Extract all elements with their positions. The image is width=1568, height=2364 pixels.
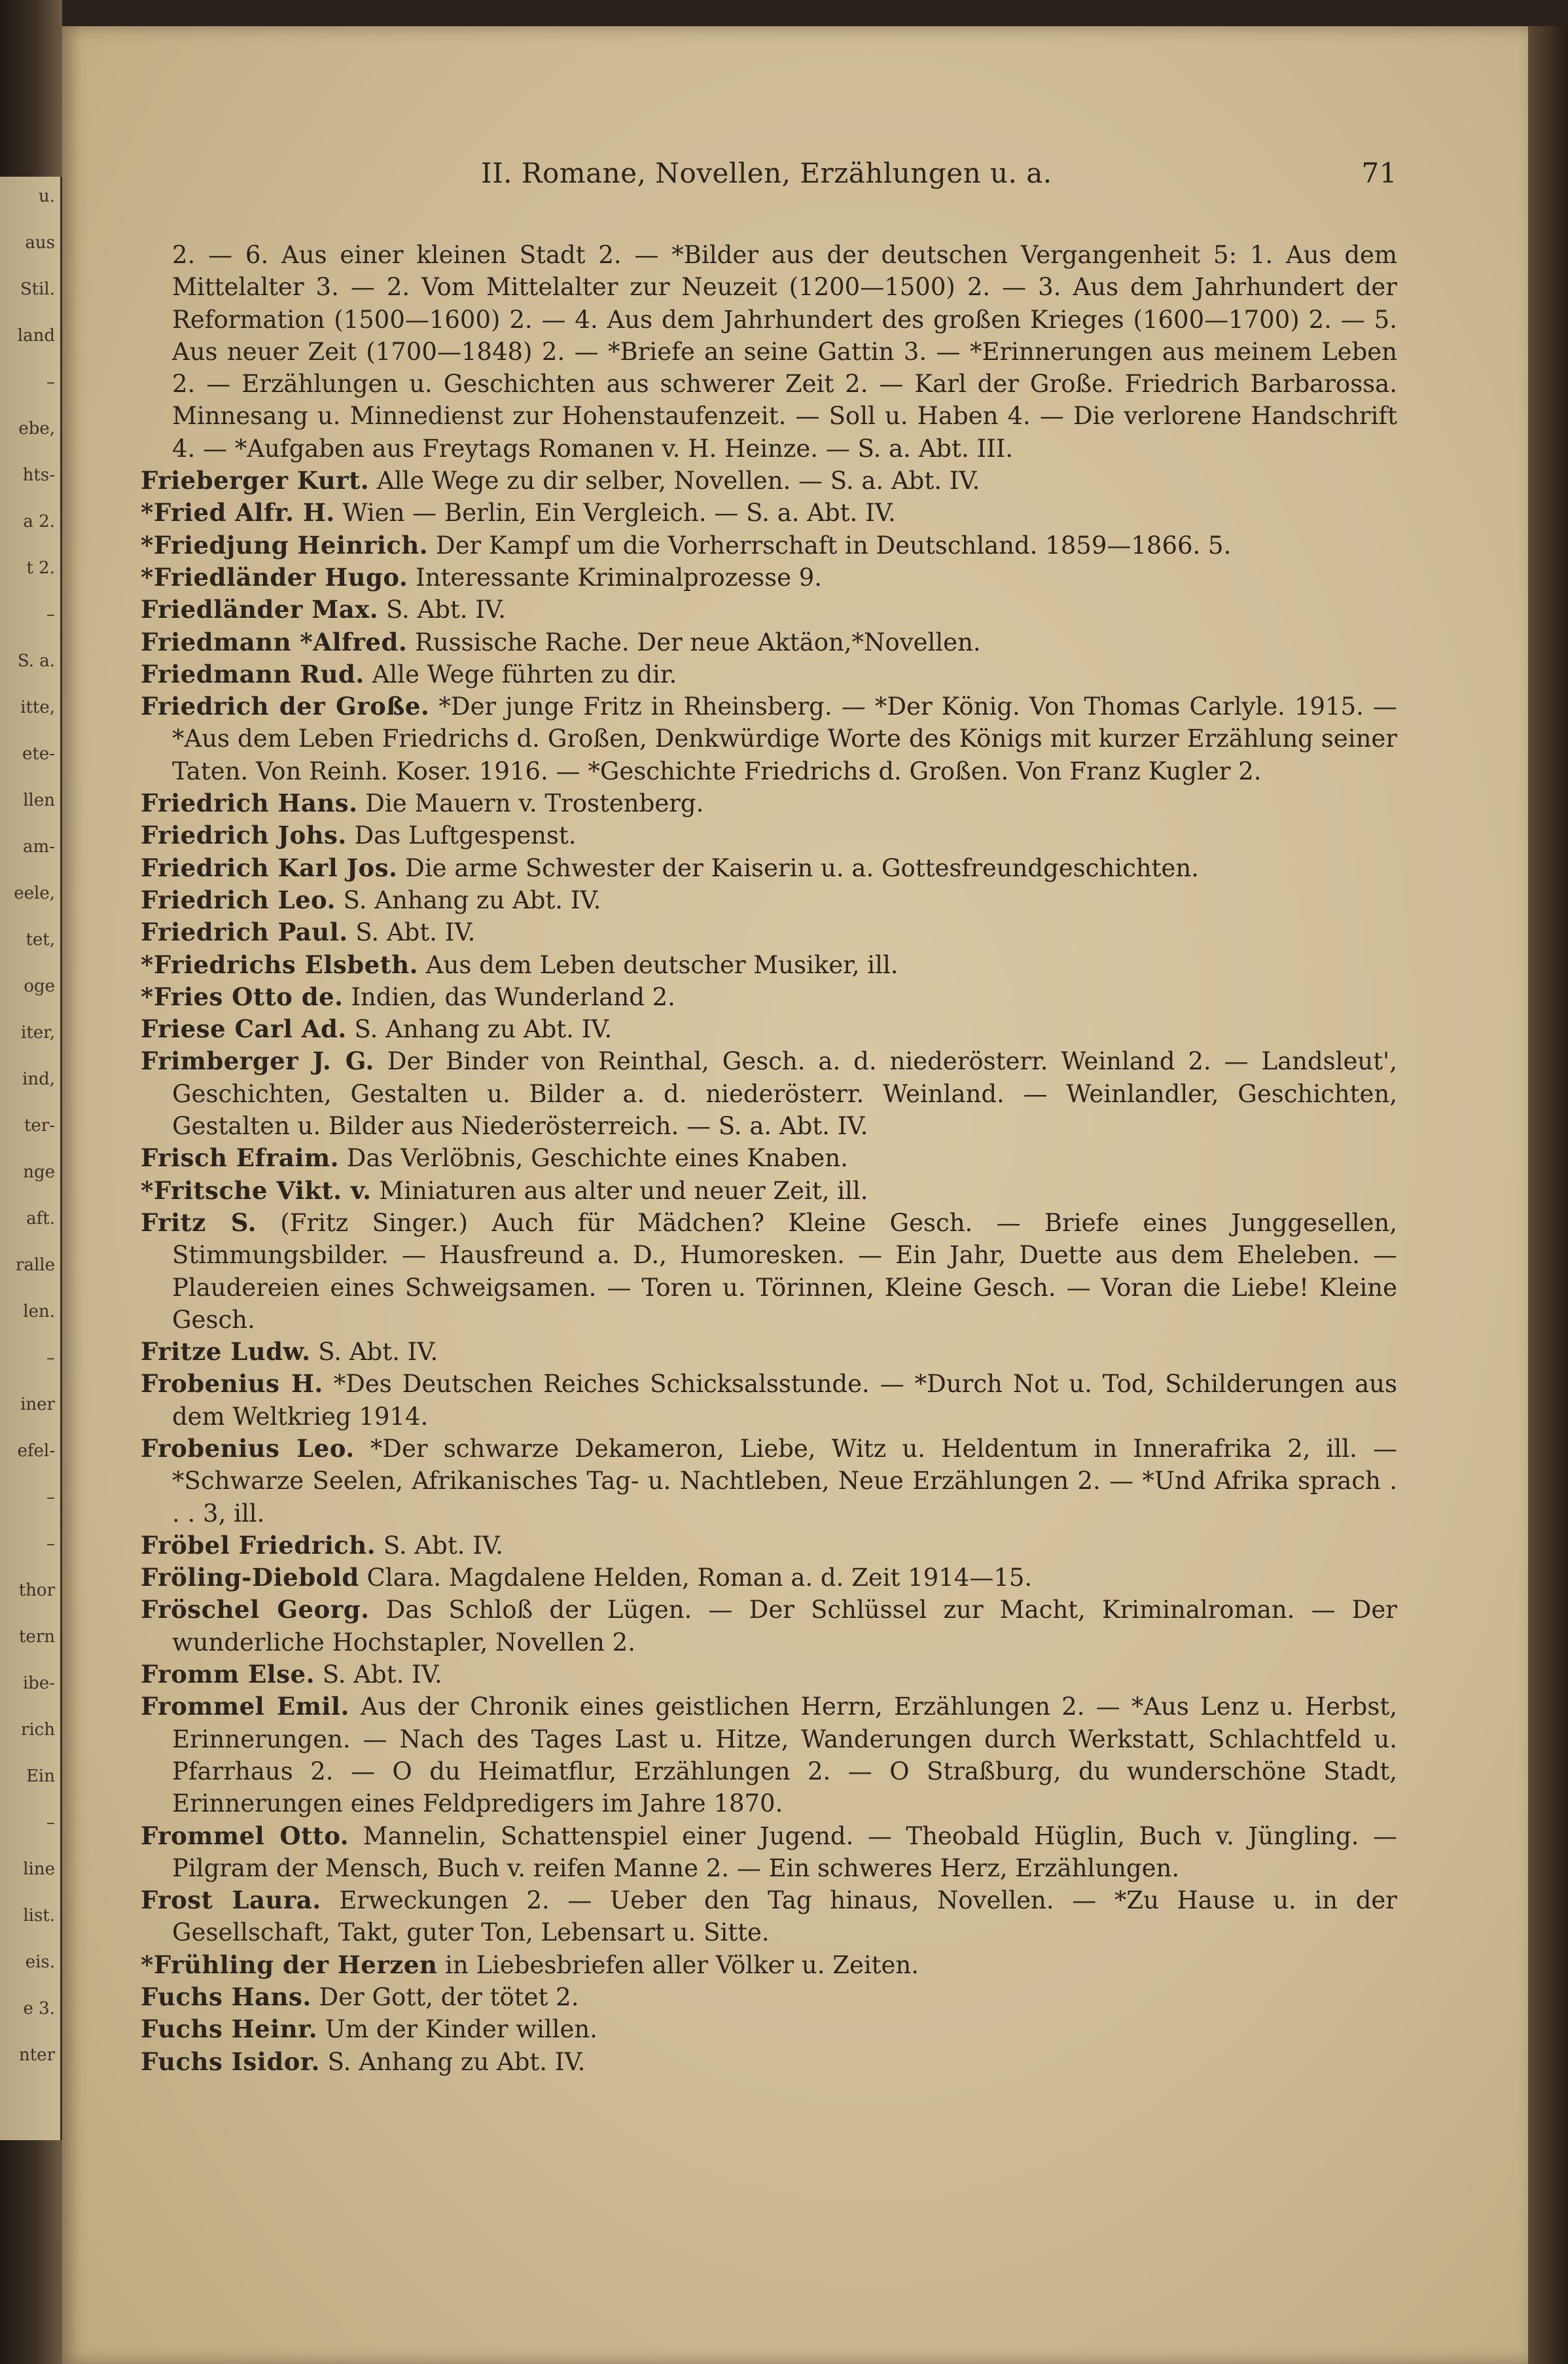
- page-edge-shadow: [1528, 26, 1568, 2364]
- author-name: *Fries Otto de.: [141, 982, 344, 1011]
- running-title: II. Romane, Novellen, Erzählungen u. a.: [481, 157, 1052, 189]
- prev-page-fragment: Ein: [26, 1766, 55, 1786]
- prev-page-fragment: eis.: [25, 1952, 55, 1972]
- prev-page-fragment: ebe,: [18, 419, 55, 439]
- author-name: Fritz S.: [141, 1208, 257, 1237]
- entry-text: S. Anhang zu Abt. IV.: [354, 1015, 613, 1044]
- catalog-entry: [141, 1820, 1397, 1885]
- author-name: Fritze Ludw.: [141, 1337, 311, 1367]
- catalog-entry: [141, 1368, 1397, 1433]
- catalog-entry: [141, 562, 1397, 594]
- author-name: Frommel Emil.: [141, 1692, 349, 1721]
- catalog-entry: [141, 1658, 1397, 1691]
- entry-text: Aus der Chronik eines geistlichen Herrn, Erzählungen 2. — *Aus Lenz u. Herbst, Erinnerungen. — Nach des Tages Last u. Hitze, Wanderungen durch Werkstatt, Schlachtfeld u. Pfarrhaus 2. — O du Heimatflur, Erzählungen 2. — O Straßburg, du wunderschöne Stadt, Erinnerungen eines Feldpredigers im Jahre 1870.: [172, 1692, 1397, 1818]
- author-name: *Frühling der Herzen: [141, 1950, 438, 1979]
- prev-page-fragment: am-: [23, 837, 55, 857]
- entry-text: Indien, das Wunderland 2.: [351, 982, 675, 1011]
- catalog-entry: [141, 239, 1397, 465]
- catalog-entry: [141, 2046, 1397, 2078]
- catalog-entry: [141, 1981, 1397, 2013]
- catalog-entry: [141, 690, 1397, 787]
- entry-text: *Der junge Fritz in Rheinsberg. — *Der König. Von Thomas Carlyle. 1915. — *Aus dem Leben Friedrichs d. Großen, Denkwürdige Worte des Königs mit kurzer Erzählung seiner Taten. Von Reinh. Koser. 1916. — *Geschichte Friedrichs d. Großen. Von Franz Kugler 2.: [172, 692, 1397, 785]
- catalog-entry: [141, 1594, 1397, 1658]
- author-name: Frobenius H.: [141, 1369, 323, 1399]
- prev-page-fragment: –: [46, 1488, 55, 1507]
- entry-text: S. Abt. IV.: [385, 596, 506, 624]
- prev-page-fragment: ete-: [22, 744, 55, 764]
- author-name: Fromm Else.: [141, 1660, 315, 1689]
- entry-text: Wien — Berlin, Ein Vergleich. — S. a. Abt. IV.: [342, 499, 896, 528]
- entry-text: Erweckungen 2. — Ueber den Tag hinaus, Novellen. — *Zu Hause u. in der Gesellschaft, Takt, guter Ton, Lebensart u. Sitte.: [172, 1886, 1397, 1947]
- catalog-entry: [141, 1336, 1397, 1368]
- entry-text: S. Anhang zu Abt. IV.: [343, 886, 601, 914]
- catalog-entry: [141, 852, 1397, 884]
- page-number: 71: [1361, 157, 1397, 189]
- prev-page-fragment: land: [17, 326, 55, 346]
- prev-page-fragment: –: [46, 1348, 55, 1368]
- prev-page-fragment: ter-: [24, 1116, 55, 1136]
- author-name: *Fritsche Vikt. v.: [141, 1175, 372, 1205]
- entry-text: Miniaturen aus alter und neuer Zeit, ill.: [379, 1176, 868, 1205]
- prev-page-fragment: e 3.: [23, 1999, 55, 2018]
- author-name: Friedländer Max.: [141, 595, 379, 624]
- prev-page-fragment: –: [46, 1813, 55, 1833]
- prev-page-fragment: hts-: [22, 465, 55, 485]
- author-name: Friedrich Leo.: [141, 885, 336, 914]
- author-name: Frommel Otto.: [141, 1821, 349, 1850]
- entry-text: Die arme Schwester der Kaiserin u. a. Gottesfreundgeschichten.: [405, 853, 1199, 882]
- entry-text: in Liebesbriefen aller Völker u. Zeiten.: [445, 1950, 919, 1979]
- author-name: Friedmann *Alfred.: [141, 627, 408, 656]
- author-name: Frisch Efraim.: [141, 1143, 339, 1173]
- catalog-entry: [141, 2013, 1397, 2045]
- prev-page-fragment: itte,: [20, 698, 55, 717]
- catalog-entry: [141, 1207, 1397, 1336]
- author-name: Friedrich der Große.: [141, 692, 430, 721]
- previous-page-edge: [0, 177, 62, 2140]
- prev-page-fragment: Stil.: [20, 279, 55, 299]
- catalog-entry: [141, 1884, 1397, 1949]
- catalog-entry: [141, 1013, 1397, 1045]
- entry-text: *Der schwarze Dekameron, Liebe, Witz u. Heldentum in Innerafrika 2, ill. — *Schwarze Seelen, Afrikanisches Tag- u. Nachtleben, Neue Erzählungen 2. — *Und Afrika sprach . . . 3, ill.: [172, 1434, 1397, 1528]
- author-name: Fröschel Georg.: [141, 1595, 370, 1624]
- prev-page-fragment: aus: [25, 233, 55, 253]
- entry-text: Alle Wege zu dir selber, Novellen. — S. a. Abt. IV.: [376, 467, 980, 495]
- prev-page-fragment: –: [46, 1534, 55, 1554]
- entry-text: S. Anhang zu Abt. IV.: [327, 2047, 586, 2076]
- author-name: Fuchs Heinr.: [141, 2015, 318, 2044]
- entry-text: S. Abt. IV.: [318, 1338, 438, 1367]
- prev-page-fragment: –: [46, 605, 55, 624]
- author-name: Friedrich Hans.: [141, 789, 358, 818]
- prev-page-fragment: S. a.: [17, 651, 55, 671]
- prev-page-fragment: oge: [24, 976, 55, 996]
- entry-text: Clara. Magdalene Helden, Roman a. d. Zeit 1914—15.: [366, 1564, 1033, 1592]
- catalog-entry: [141, 819, 1397, 851]
- entry-text: Der Binder von Reinthal, Gesch. a. d. niederösterr. Weinland 2. — Landsleut', Geschichten, Gestalten u. Bilder a. d. niederösterr. Weinland. — Weinlandler, Geschichten, Gestalten u. Bilder aus Niederösterreich. — S. a. Abt. IV.: [172, 1047, 1397, 1141]
- prev-page-fragment: efel-: [17, 1441, 55, 1461]
- entry-text: (Fritz Singer.) Auch für Mädchen? Kleine Gesch. — Briefe eines Junggesellen, Stimmungsbilder. — Hausfreund a. D., Humoresken. — Ein Jahr, Duette aus dem Eheleben. — Plaudereien eines Schweigsamen. — Toren u. Törinnen, Kleine Gesch. — Voran die Liebe! Kleine Gesch.: [172, 1208, 1397, 1334]
- prev-page-fragment: tet,: [26, 930, 55, 950]
- prev-page-fragment: list.: [23, 1906, 55, 1925]
- author-name: Fröbel Friedrich.: [141, 1530, 376, 1560]
- entry-text: S. Abt. IV.: [383, 1531, 503, 1560]
- entry-text: Das Schloß der Lügen. — Der Schlüssel zur Macht, Kriminalroman. — Der wunderliche Hochstapler, Novellen 2.: [172, 1596, 1397, 1657]
- prev-page-fragment: ibe-: [22, 1674, 55, 1693]
- catalog-entry: [141, 981, 1397, 1013]
- book-page: [62, 26, 1528, 2364]
- catalog-entry: [141, 1949, 1397, 1981]
- prev-page-fragment: llen: [23, 791, 55, 810]
- author-name: *Friedjung Heinrich.: [141, 530, 429, 560]
- author-name: Friedrich Karl Jos.: [141, 853, 398, 882]
- entry-text: Die Mauern v. Trostenberg.: [365, 789, 704, 818]
- author-name: Fröling-Diebold: [141, 1563, 359, 1592]
- entry-text: Der Kampf um die Vorherrschaft in Deutschland. 1859—1866. 5.: [435, 531, 1232, 560]
- prev-page-fragment: t 2.: [26, 558, 55, 578]
- author-name: Frobenius Leo.: [141, 1433, 355, 1463]
- catalog-entry: [141, 1433, 1397, 1530]
- author-name: Fuchs Hans.: [141, 1982, 312, 2012]
- author-name: Friedrich Johs.: [141, 821, 347, 850]
- catalog-entry: [141, 884, 1397, 916]
- catalog-entry: [141, 658, 1397, 690]
- entry-text: Aus dem Leben deutscher Musiker, ill.: [425, 950, 899, 979]
- prev-page-fragment: ind,: [22, 1069, 55, 1089]
- entry-text: Interessante Kriminalprozesse 9.: [416, 563, 823, 592]
- prev-page-fragment: len.: [23, 1302, 55, 1321]
- author-name: *Friedländer Hugo.: [141, 562, 408, 592]
- author-name: *Friedrichs Elsbeth.: [141, 950, 418, 979]
- entry-text: Das Verlöbnis, Geschichte eines Knaben.: [346, 1144, 848, 1173]
- catalog-entry: [141, 497, 1397, 529]
- prev-page-fragment: eele,: [14, 884, 55, 903]
- prev-page-fragment: u.: [38, 187, 55, 206]
- author-name: Frieberger Kurt.: [141, 466, 370, 495]
- prev-page-fragment: tern: [18, 1627, 55, 1647]
- catalog-entries: [141, 239, 1397, 2078]
- author-name: Friedmann Rud.: [141, 659, 365, 689]
- prev-page-fragment: nge: [23, 1162, 55, 1182]
- prev-page-fragment: iter,: [21, 1023, 55, 1043]
- author-name: *Fried Alfr. H.: [141, 498, 335, 528]
- catalog-entry: [141, 594, 1397, 626]
- entry-text: Das Luftgespenst.: [354, 821, 577, 850]
- catalog-entry: [141, 1562, 1397, 1594]
- prev-page-fragment: rich: [20, 1720, 55, 1740]
- entry-text: *Des Deutschen Reiches Schicksalsstunde. — *Durch Not u. Tod, Schilderungen aus dem Weltkrieg 1914.: [172, 1370, 1398, 1431]
- author-name: Friese Carl Ad.: [141, 1014, 347, 1044]
- entry-text: 2. — 6. Aus einer kleinen Stadt 2. — *Bilder aus der deutschen Vergangenheit 5: 1. Aus dem Mittelalter 3. — 2. Vom Mittelalter zur Neuzeit (1200—1500) 2. — 3. Aus dem Jahrhundert der Reformation (1500—1600) 2. — 4. Aus dem Jahrhundert des großen Krieges (1600—1700) 2. — 5. Aus neuer Zeit (1700—1848) 2. — *Briefe an seine Gattin 3. — *Erinnerungen aus meinem Leben 2. — Erzählungen u. Geschichten aus schwerer Zeit 2. — Karl der Große. Friedrich Barbarossa. Minnesang u. Minnedienst zur Hohenstaufenzeit. — Soll u. Haben 4. — Die verlorene Handschrift 4. — *Aufgaben aus Freytags Romanen v. H. Heinze. — S. a. Abt. III.: [172, 241, 1397, 463]
- prev-page-fragment: line: [23, 1859, 55, 1879]
- prev-page-fragment: thor: [18, 1581, 55, 1600]
- entry-text: Um der Kinder willen.: [325, 2015, 597, 2044]
- prev-page-fragment: iner: [20, 1395, 55, 1414]
- catalog-entry: [141, 1175, 1397, 1207]
- catalog-entry: [141, 949, 1397, 981]
- entry-text: Der Gott, der tötet 2.: [319, 1983, 579, 2012]
- entry-text: Alle Wege führten zu dir.: [372, 660, 677, 689]
- catalog-entry: [141, 916, 1397, 948]
- author-name: Friedrich Paul.: [141, 918, 348, 947]
- entry-text: S. Abt. IV.: [355, 918, 476, 947]
- author-name: Fuchs Isidor.: [141, 2047, 320, 2076]
- author-name: Frimberger J. G.: [141, 1047, 374, 1076]
- prev-page-fragment: –: [46, 372, 55, 392]
- catalog-entry: [141, 1045, 1397, 1142]
- author-name: Frost Laura.: [141, 1886, 321, 1915]
- prev-page-fragment: nter: [18, 2045, 55, 2065]
- catalog-entry: [141, 1142, 1397, 1174]
- entry-text: S. Abt. IV.: [322, 1660, 442, 1689]
- entry-text: Russische Rache. Der neue Aktäon,*Novellen.: [414, 628, 981, 656]
- prev-page-fragment: ralle: [16, 1255, 55, 1275]
- catalog-entry: [141, 626, 1397, 658]
- catalog-entry: [141, 529, 1397, 562]
- prev-page-fragment: a 2.: [23, 512, 55, 531]
- catalog-entry: [141, 1691, 1397, 1819]
- catalog-entry: [141, 465, 1397, 497]
- catalog-entry: [141, 1530, 1397, 1562]
- entry-text: Mannelin, Schattenspiel einer Jugend. — Theobald Hüglin, Buch v. Jüngling. — Pilgram der Mensch, Buch v. reifen Manne 2. — Ein schweres Herz, Erzählungen.: [172, 1821, 1398, 1882]
- catalog-entry: [141, 787, 1397, 819]
- prev-page-fragment: aft.: [26, 1209, 55, 1228]
